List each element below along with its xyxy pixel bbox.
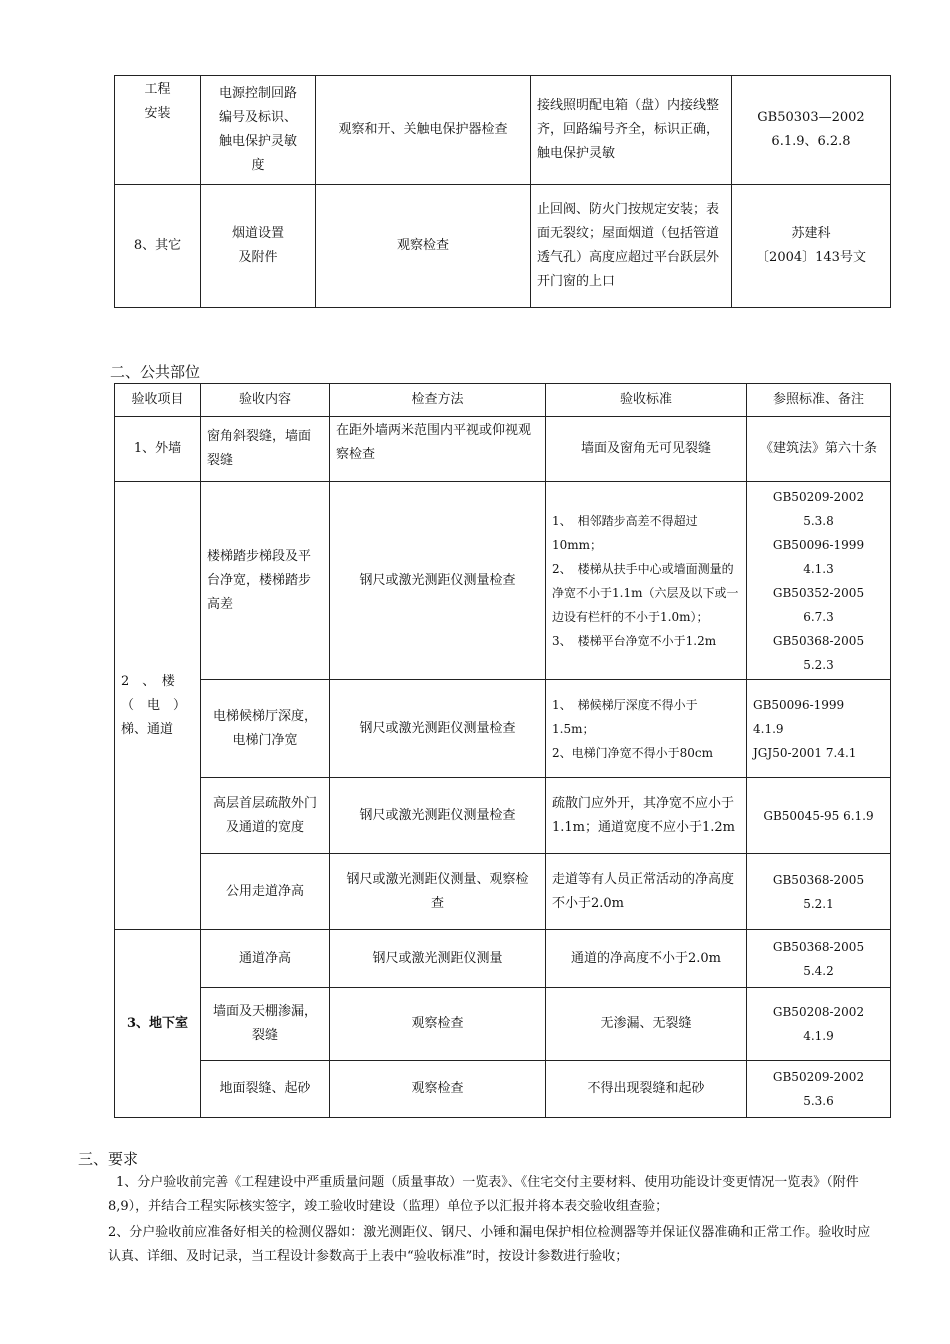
header-cell: 参照标准、备注 [747,384,891,417]
requirement-item: 2、分户验收前应准备好相关的检测仪器如：激光测距仪、钢尺、小锤和漏电保护相位检测器等并保证仪器准确和正常工作。验收时应认真、详细、及时记录，当工程设计参数高于上表中“验收标准”时，按设计参数进行验收； [108,1225,871,1264]
reference-cell: 苏建科 〔2004〕143号文 [732,185,891,308]
reference-cell: GB50368-2005 5.4.2 [747,930,891,988]
reference-cell: 《建筑法》第六十条 [747,417,891,482]
item-cell: 工程 安装 [115,76,201,185]
standard-cell: 墙面及窗角无可见裂缝 [546,417,747,482]
method-cell: 观察检查 [330,1061,546,1118]
content-cell: 高层首层疏散外门及通道的宽度 [201,778,330,854]
header-cell: 检查方法 [330,384,546,417]
table-row [115,680,891,778]
method-cell: 钢尺或激光测距仪测量检查 [330,482,546,680]
item-cell: 2 、 楼 （ 电 ） 梯、通道 [115,482,201,930]
requirement-item: 1、分户验收前完善《工程建设中严重质量问题（质量事故）一览表》、《住宅交付主要材料、使用功能设计变更情况一览表》（附件8,9），并结合工程实际核实签字，竣工验收时建设（监理）单位予以汇报并将本表交验收组查验； [108,1175,859,1214]
reference-cell: GB50303—2002 6.1.9、6.2.8 [732,76,891,185]
standard-cell: 接线照明配电箱（盘）内接线整齐，回路编号齐全，标识正确，触电保护灵敏 [531,76,732,185]
standard-cell: 止回阀、防火门按规定安装；表面无裂纹；屋面烟道（包括管道透气孔）高度应超过平台跃层外开门窗的上口 [531,185,732,308]
standard-cell: 1、 梯候梯厅深度不得小于1.5m； 2、电梯门净宽不得小于80cm [546,680,747,778]
header-cell: 验收内容 [201,384,330,417]
method-cell: 钢尺或激光测距仪测量 [330,930,546,988]
public-areas-table [114,383,891,1118]
content-cell: 窗角斜裂缝，墙面裂缝 [201,417,330,482]
header-row [115,384,891,417]
reference-cell: GB50368-2005 5.2.1 [747,854,891,930]
method-cell: 在距外墙两米范围内平视或仰视观察检查 [330,417,546,482]
table-row [115,988,891,1061]
table-row [115,417,891,482]
standard-cell: 通道的净高度不小于2.0m [546,930,747,988]
content-cell: 楼梯踏步梯段及平台净宽，楼梯踏步高差 [201,482,330,680]
section-title-public-areas: 二、公共部位 [110,363,201,381]
standard-cell: 不得出现裂缝和起砂 [546,1061,747,1118]
content-cell: 电梯候梯厅深度，电梯门净宽 [201,680,330,778]
electrical-continuation-table [114,75,891,308]
content-cell: 墙面及天棚渗漏， 裂缝 [201,988,330,1061]
standard-cell: 无渗漏、无裂缝 [546,988,747,1061]
table-row [115,778,891,854]
table-row [115,482,891,680]
header-cell: 验收项目 [115,384,201,417]
method-cell: 钢尺或激光测距仪测量、观察检 查 [330,854,546,930]
reference-cell: GB50208-2002 4.1.9 [747,988,891,1061]
reference-cell: GB50209-2002 5.3.8 GB50096-1999 4.1.3 GB50352-2005 6.7.3 GB50368-2005 5.2.3 [747,482,891,680]
reference-cell: GB50045-95 6.1.9 [747,778,891,854]
standard-cell: 1、 相邻踏步高差不得超过10mm； 2、 楼梯从扶手中心或墙面测量的净宽不小于1.1m（六层及以下或一边设有栏杆的不小于1.0m）； 3、 楼梯平台净宽不小于1.2m [546,482,747,680]
method-cell: 观察检查 [330,988,546,1061]
method-cell: 钢尺或激光测距仪测量检查 [330,778,546,854]
table-row [115,76,891,185]
standard-cell: 疏散门应外开，其净宽不应小于1.1m；通道宽度不应小于1.2m [546,778,747,854]
header-cell: 验收标准 [546,384,747,417]
table-row [115,1061,891,1118]
reference-cell: GB50096-1999 4.1.9 JGJ50-2001 7.4.1 [747,680,891,778]
item-cell: 1、外墙 [115,417,201,482]
item-cell: 8、其它 [115,185,201,308]
content-cell: 通道净高 [201,930,330,988]
reference-cell: GB50209-2002 5.3.6 [747,1061,891,1118]
content-cell: 地面裂缝、起砂 [201,1061,330,1118]
method-cell: 钢尺或激光测距仪测量检查 [330,680,546,778]
table-row [115,854,891,930]
table-row [115,185,891,308]
content-cell: 电源控制回路 编号及标识、 触电保护灵敏 度 [201,76,316,185]
content-cell: 公用走道净高 [201,854,330,930]
standard-cell: 走道等有人员正常活动的净高度不小于2.0m [546,854,747,930]
item-cell: 3、地下室 [115,930,201,1118]
table-row [115,930,891,988]
method-cell: 观察检查 [316,185,531,308]
method-cell: 观察和开、关触电保护器检查 [316,76,531,185]
content-cell: 烟道设置 及附件 [201,185,316,308]
section-title-requirements: 三、要求 [78,1150,139,1168]
